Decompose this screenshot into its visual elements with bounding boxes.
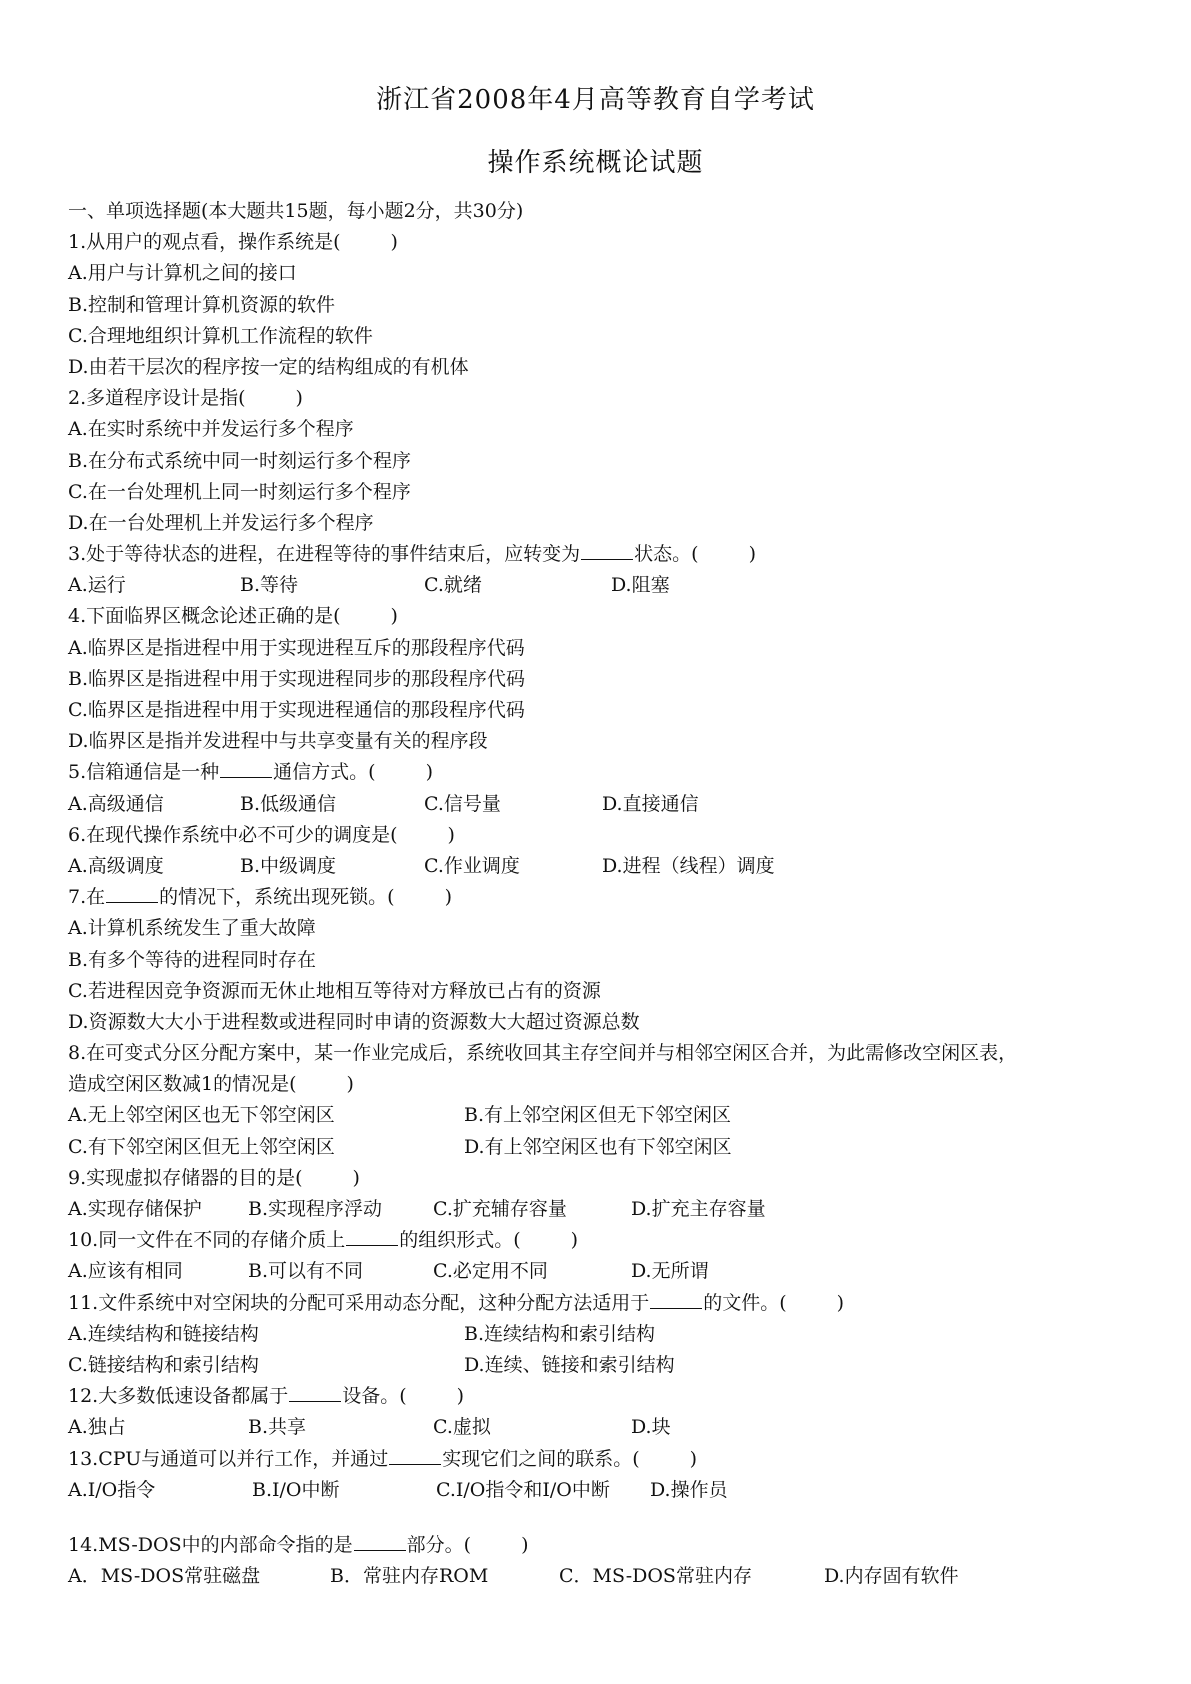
option-a: A.独占 [68, 1416, 126, 1439]
option-b: B.I/O中断 [252, 1478, 340, 1501]
option-d: D.内存固有软件 [824, 1565, 959, 1588]
option-c: C．MS-DOS常驻内存 [559, 1565, 752, 1588]
option-c: C.有下邻空闲区但无上邻空闲区 [68, 1135, 335, 1158]
option-b: B.有上邻空闲区但无下邻空闲区 [464, 1104, 732, 1127]
option-b: B．常驻内存ROM [330, 1565, 489, 1588]
option-b: B.低级通信 [240, 792, 337, 815]
question-stem: 11.文件系统中对空闲块的分配可采用动态分配，这种分配方法适用于 的文件。( ) [68, 1288, 1148, 1319]
option-c: C.I/O指令和I/O中断 [436, 1478, 610, 1501]
option-a: A.连续结构和链接结构 [68, 1322, 259, 1345]
option-b: B.有多个等待的进程同时存在 [68, 948, 317, 971]
option-c: C.作业调度 [424, 854, 520, 877]
answer-blank [650, 1288, 702, 1309]
answer-blank [220, 757, 272, 778]
exam-title: 浙江省2008年4月高等教育自学考试 [376, 85, 815, 115]
option-a: A.实现存储保护 [68, 1198, 202, 1220]
answer-blank [354, 1530, 406, 1551]
section-heading: 一、单项选择题(本大题共15题，每小题2分，共30分) [68, 200, 524, 222]
question-stem: 6.在现代操作系统中必不可少的调度是( ) [68, 823, 455, 846]
option-a: A.计算机系统发生了重大故障 [68, 917, 316, 940]
question-stem: 12.大多数低速设备都属于 设备。( ) [68, 1381, 1148, 1412]
question-stem: 9.实现虚拟存储器的目的是( ) [68, 1166, 360, 1189]
option-d: D.无所谓 [631, 1260, 709, 1283]
option-c: C.信号量 [424, 792, 501, 815]
question-stem: 2.多道程序设计是指( ) [68, 387, 303, 410]
option-b: B.共享 [248, 1416, 307, 1439]
question-stem: 10.同一文件在不同的存储介质上 的组织形式。( ) [68, 1225, 1148, 1256]
question-stem: 13.CPU与通道可以并行工作，并通过 实现它们之间的联系。( ) [68, 1444, 1148, 1475]
option-row [68, 1350, 1148, 1381]
option-c: C.若进程因竞争资源而无休止地相互等待对方释放已占有的资源 [68, 979, 601, 1002]
option-row [68, 1100, 1148, 1131]
option-row [68, 1412, 1148, 1443]
option-c: C.链接结构和索引结构 [68, 1353, 259, 1376]
option-b: B.等待 [240, 574, 299, 597]
option-a: A.应该有相同 [68, 1260, 183, 1283]
option-b: B.控制和管理计算机资源的软件 [68, 293, 336, 316]
answer-blank [389, 1444, 441, 1465]
option-d: D.直接通信 [602, 792, 699, 815]
question-stem: 造成空闲区数减1的情况是( ) [68, 1073, 354, 1096]
option-row [68, 1475, 1148, 1506]
option-d: D.临界区是指并发进程中与共享变量有关的程序段 [68, 730, 488, 753]
answer-blank [106, 882, 158, 903]
answer-blank [289, 1381, 341, 1402]
option-a: A.用户与计算机之间的接口 [68, 262, 297, 285]
question-list [68, 196, 1148, 1592]
question-stem: 5.信箱通信是一种 通信方式。( ) [68, 757, 1148, 788]
option-d: D.由若干层次的程序按一定的结构组成的有机体 [68, 355, 469, 378]
option-row [68, 1194, 1148, 1225]
option-a: A．MS-DOS常驻磁盘 [68, 1565, 261, 1588]
question-stem-line1: 8.在可变式分区分配方案中，某一作业完成后，系统收回其主存空间并与相邻空闲区合并，为此需修改空闲区表， [68, 1042, 1018, 1065]
option-c: C.虚拟 [433, 1416, 491, 1439]
question-stem: 4.下面临界区概念论述正确的是( ) [68, 605, 398, 628]
option-b: B.连续结构和索引结构 [464, 1322, 656, 1345]
option-d: D.块 [631, 1416, 671, 1439]
option-row [68, 789, 1148, 820]
option-b: B.临界区是指进程中用于实现进程同步的那段程序代码 [68, 667, 526, 690]
option-row [68, 1256, 1148, 1287]
option-a: A.高级通信 [68, 792, 164, 815]
answer-blank [346, 1225, 398, 1246]
option-c: C.合理地组织计算机工作流程的软件 [68, 324, 373, 347]
question-stem: 1.从用户的观点看，操作系统是( ) [68, 231, 398, 254]
option-d: D.有上邻空闲区也有下邻空闲区 [464, 1135, 732, 1158]
spacer [68, 1506, 1148, 1530]
question-stem: 3.处于等待状态的进程，在进程等待的事件结束后，应转变为 状态。( ) [68, 539, 1148, 570]
option-a: A.高级调度 [68, 854, 164, 877]
option-c: C.在一台处理机上同一时刻运行多个程序 [68, 480, 411, 503]
option-d: D.操作员 [650, 1478, 728, 1501]
answer-blank [581, 539, 633, 560]
option-a: A.I/O指令 [68, 1478, 156, 1501]
option-row [68, 1561, 1148, 1592]
option-b: B.实现程序浮动 [248, 1198, 383, 1220]
option-d: D.连续、链接和索引结构 [464, 1353, 675, 1376]
option-a: A.无上邻空闲区也无下邻空闲区 [68, 1104, 335, 1127]
option-row [68, 1319, 1148, 1350]
option-c: C.就绪 [424, 574, 482, 597]
option-a: A.临界区是指进程中用于实现进程互斥的那段程序代码 [68, 636, 525, 659]
option-a: A.在实时系统中并发运行多个程序 [68, 418, 354, 441]
option-d: D.资源数大大小于进程数或进程同时申请的资源数大大超过资源总数 [68, 1010, 640, 1033]
question-stem: 7.在 的情况下，系统出现死锁。( ) [68, 882, 1148, 913]
option-d: D.在一台处理机上并发运行多个程序 [68, 511, 374, 534]
option-row [68, 570, 1148, 601]
option-d: D.阻塞 [611, 574, 670, 597]
option-d: D.进程（线程）调度 [602, 854, 775, 877]
option-c: C.必定用不同 [433, 1260, 548, 1283]
option-c: C.扩充辅存容量 [433, 1198, 567, 1220]
option-b: B.可以有不同 [248, 1260, 364, 1283]
option-d: D.扩充主存容量 [631, 1198, 766, 1220]
option-b: B.在分布式系统中同一时刻运行多个程序 [68, 449, 412, 472]
exam-subtitle: 操作系统概论试题 [487, 148, 704, 178]
option-row [68, 851, 1148, 882]
question-stem: 14.MS-DOS中的内部命令指的是 部分。( ) [68, 1530, 1148, 1561]
option-row [68, 1132, 1148, 1163]
option-b: B.中级调度 [240, 854, 337, 877]
option-a: A.运行 [68, 574, 126, 597]
option-c: C.临界区是指进程中用于实现进程通信的那段程序代码 [68, 699, 525, 721]
